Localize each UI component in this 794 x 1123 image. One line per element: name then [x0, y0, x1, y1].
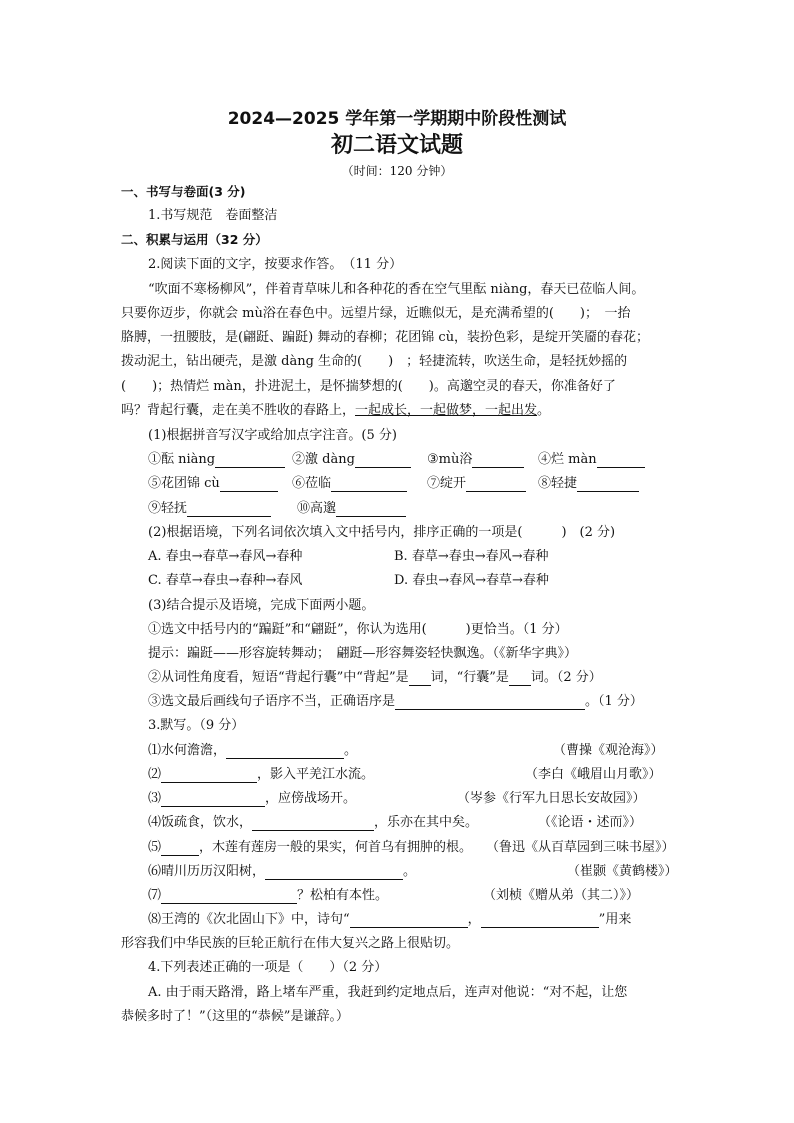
answer-blank[interactable] [215, 454, 285, 468]
section-2-heading: 二、积累与运用（32 分） [121, 232, 268, 247]
answer-blank[interactable] [466, 478, 526, 492]
passage-end: 。 [537, 403, 551, 418]
recite-line-8: ⑻王湾的《次北固山下》中，诗句“ ， ”用来 [148, 912, 632, 927]
exam-title: 2024—2025 学年第一学期期中阶段性测试 [227, 109, 567, 129]
option-c[interactable]: C. 春草→春虫→春种→春风 [148, 573, 303, 588]
pinyin-item: ①酝 niàng [148, 452, 285, 468]
exam-subject: 初二语文试题 [330, 133, 463, 158]
pinyin-item: ③mù浴 [427, 452, 524, 468]
option-d[interactable]: D. 春虫→春风→春草→春种 [394, 573, 549, 588]
answer-blank[interactable] [597, 454, 645, 468]
answer-blank[interactable] [472, 454, 524, 468]
recite-source: （曹操《观沧海》） [553, 743, 664, 758]
q2-sub3a: ①选文中括号内的“蹁跹”和“翩跹”，你认为选用( )更恰当。（1 分） [148, 622, 568, 637]
passage-line: 只要你迈步，你就会 mù浴在春色中。远望片绿，近瞧似无，是充满希望的( )； 一抬 [121, 306, 631, 321]
recite-source: （李白《峨眉山月歌》） [525, 767, 662, 782]
recite-line: ⑷饭疏食，饮水， ，乐亦在其中矣。 [148, 815, 479, 830]
pinyin-item: ②激 dàng [292, 452, 411, 468]
recite-source: （刘桢《赠从弟（其二）》） [483, 888, 640, 903]
recite-source: （岑参《行军九日思长安故园》） [457, 791, 646, 806]
q2-sub1: (1)根据拼音写汉字或给加点字注音。(5 分) [148, 428, 397, 443]
answer-blank[interactable] [265, 866, 403, 880]
answer-blank[interactable] [331, 478, 407, 492]
section-1-heading: 一、书写与卷面(3 分) [121, 184, 246, 199]
recite-line: ⑵ ，影入平羌江水流。 [148, 767, 375, 782]
pinyin-item: ⑨轻抚 [148, 501, 271, 517]
answer-blank[interactable] [336, 503, 406, 517]
answer-blank[interactable] [161, 890, 297, 904]
answer-blank[interactable] [409, 672, 431, 686]
passage-line: 拨动泥土，钻出硬壳，是激 dàng 生命的( ) ；轻捷流转，吹送生命，是轻抚妙摇的 [121, 354, 628, 369]
q2-sub3c: ③选文最后画线句子语序不当，正确语序是 。（1 分） [148, 694, 643, 709]
pinyin-item: ⑩高邈 [297, 501, 406, 517]
pinyin-item: ⑤花团锦 cù [148, 476, 278, 492]
answer-blank[interactable] [161, 842, 199, 856]
passage-line-last [121, 403, 550, 419]
answer-blank[interactable] [481, 914, 599, 928]
q2-sub3-hint: 提示：蹁跹——形容旋转舞动； 翩跹—形容舞姿轻快飘逸。（《新华字典》） [148, 646, 578, 661]
answer-blank[interactable] [161, 769, 257, 783]
recite-line-8-cont: 形容我们中华民族的巨轮正航行在伟大复兴之路上很贴切。 [121, 936, 460, 951]
recite-line: ⑶ ，应傍战场开。 [148, 791, 357, 806]
recite-line: ⑹晴川历历汉阳树， 。 [148, 864, 417, 879]
answer-blank[interactable] [395, 696, 585, 710]
answer-blank[interactable] [509, 672, 531, 686]
q2-sub3: (3)结合提示及语境，完成下面两小题。 [148, 598, 375, 613]
passage-line: “吹面不寒杨柳风”，伴着青草味儿和各种花的香在空气里酝 niàng，春天已莅临人间。 [148, 282, 645, 297]
answer-blank[interactable] [220, 478, 278, 492]
q4-option-a-cont: 恭候多时了！”（这里的“恭候”是谦辞。） [121, 1009, 349, 1024]
passage-line: 胳膊，一扭腰肢，是(翩跹、蹁跹) 舞动的春柳；花团锦 cù，装扮色彩，是绽开笑靥的春花； [121, 330, 650, 345]
answer-blank[interactable] [187, 503, 271, 517]
pinyin-item: ⑧轻捷 [538, 476, 639, 492]
option-a[interactable]: A. 春虫→春草→春风→春种 [148, 549, 303, 564]
exam-time: （时间：120 分钟） [341, 164, 453, 178]
answer-blank[interactable] [161, 793, 265, 807]
q2-sub3b: ②从词性角度看，短语“背起行囊”中“背起”是 词，“行囊”是 词。（2 分） [148, 670, 602, 685]
recite-source: （崔颢《黄鹤楼》） [567, 864, 678, 879]
q2-prompt: 2.阅读下面的文字，按要求作答。 （11 分） [148, 257, 403, 272]
q4-option-a[interactable]: A. 由于雨天路滑，路上堵车严重，我赶到约定地点后，连声对他说：“对不起，让您 [148, 985, 628, 1000]
answer-blank[interactable] [226, 745, 344, 759]
pinyin-item: ④烂 màn [538, 452, 645, 468]
passage-line: ( )；热情烂 màn，扑进泥土，是怀揣梦想的( )。高邈空灵的春天，你准备好了 [121, 379, 616, 394]
q3-prompt: 3.默写。（9 分） [148, 718, 245, 733]
q4-prompt: 4.下列表述正确的一项是（ ）（2 分） [148, 960, 388, 975]
passage-text: 吗？背起行囊，走在美不胜收的春路上， [121, 403, 356, 418]
section-1-item: 1.书写规范 卷面整洁 [148, 208, 278, 223]
answer-blank[interactable] [350, 914, 468, 928]
recite-source: （《论语・述而》） [538, 815, 643, 830]
recite-line: ⑴水何澹澹， 。 [148, 743, 358, 758]
answer-blank[interactable] [355, 454, 411, 468]
answer-blank[interactable] [577, 478, 639, 492]
recite-line: ⑺ ？松柏有本性。 [148, 888, 389, 903]
answer-blank[interactable] [252, 817, 374, 831]
pinyin-item: ⑥莅临 [292, 476, 407, 492]
pinyin-item: ⑦绽开 [427, 476, 526, 492]
underlined-sentence: 一起成长，一起做梦，一起出发 [355, 403, 538, 418]
option-b[interactable]: B. 春草→春虫→春风→春种 [394, 549, 549, 564]
q2-sub2: (2)根据语境，下列名词依次填入文中括号内，排序正确的一项是( ) (2 分) [148, 525, 616, 540]
recite-line: ⑸ ，木莲有莲房一般的果实，何首乌有拥肿的根。 [148, 840, 473, 855]
recite-source: （鲁迅《从百草园到三味书屋》） [486, 840, 675, 855]
